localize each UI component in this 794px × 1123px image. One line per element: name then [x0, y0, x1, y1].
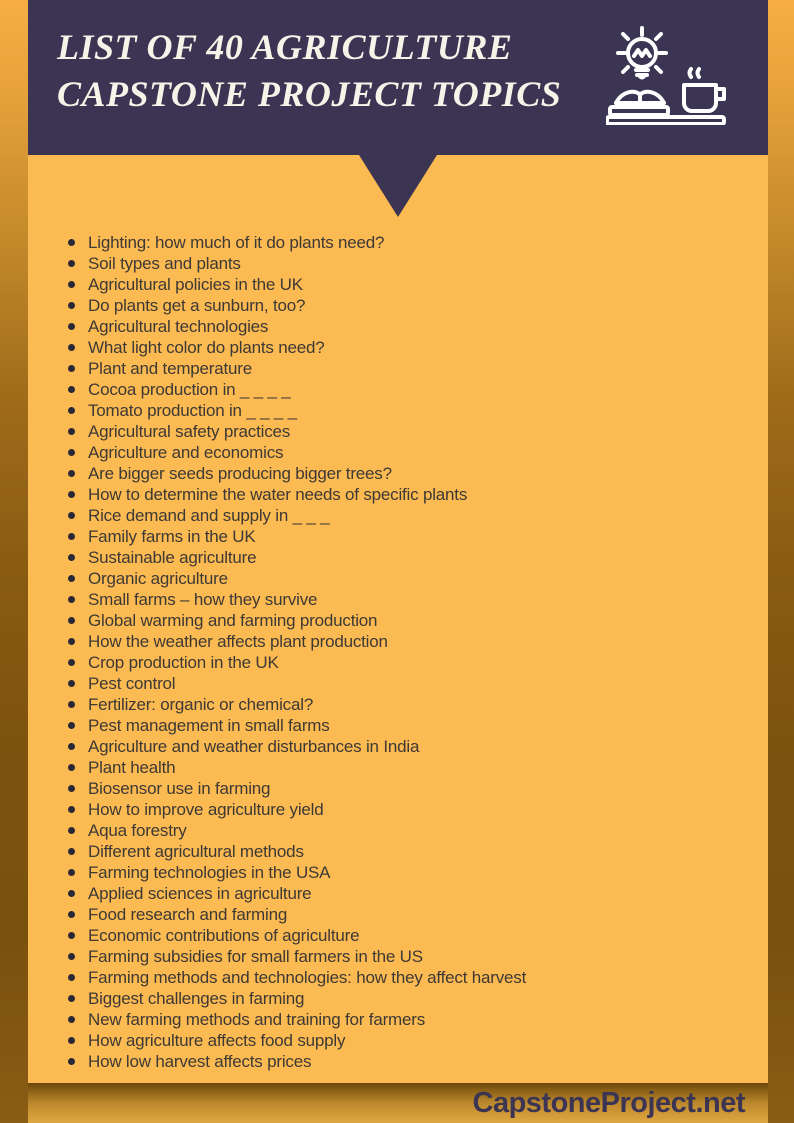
list-item: Rice demand and supply in _ _ _	[68, 505, 768, 526]
list-item: Small farms – how they survive	[68, 589, 768, 610]
list-item: How the weather affects plant production	[68, 631, 768, 652]
list-item: Crop production in the UK	[68, 652, 768, 673]
list-item: Pest control	[68, 673, 768, 694]
list-item: New farming methods and training for farmers	[68, 1009, 768, 1030]
list-item: Agriculture and economics	[68, 442, 768, 463]
list-item: Economic contributions of agriculture	[68, 925, 768, 946]
list-item: How to improve agriculture yield	[68, 799, 768, 820]
list-item: Fertilizer: organic or chemical?	[68, 694, 768, 715]
list-item: Farming technologies in the USA	[68, 862, 768, 883]
header-banner	[28, 0, 768, 155]
footer-band	[28, 1083, 768, 1123]
page-title-line1: LIST OF 40 AGRICULTURE	[57, 27, 513, 67]
list-item: Agricultural policies in the UK	[68, 274, 768, 295]
list-item: Global warming and farming production	[68, 610, 768, 631]
list-item: How agriculture affects food supply	[68, 1030, 768, 1051]
list-item: Food research and farming	[68, 904, 768, 925]
list-item: Agriculture and weather disturbances in India	[68, 736, 768, 757]
list-item: Cocoa production in _ _ _ _	[68, 379, 768, 400]
content-panel	[28, 0, 768, 1123]
topics-section	[28, 155, 768, 1083]
brand-name: CapstoneProject.net	[472, 1086, 745, 1119]
header-pointer-triangle	[359, 155, 437, 217]
topics-list	[68, 232, 768, 1072]
list-item: Applied sciences in agriculture	[68, 883, 768, 904]
list-item: Pest management in small farms	[68, 715, 768, 736]
list-item: Plant and temperature	[68, 358, 768, 379]
list-item: Family farms in the UK	[68, 526, 768, 547]
list-item: Organic agriculture	[68, 568, 768, 589]
list-item: Soil types and plants	[68, 253, 768, 274]
list-item: Aqua forestry	[68, 820, 768, 841]
list-item: Are bigger seeds producing bigger trees?	[68, 463, 768, 484]
list-item: Plant health	[68, 757, 768, 778]
page-title	[57, 24, 561, 118]
list-item: Agricultural safety practices	[68, 421, 768, 442]
list-item: Do plants get a sunburn, too?	[68, 295, 768, 316]
list-item: What light color do plants need?	[68, 337, 768, 358]
list-item: Agricultural technologies	[68, 316, 768, 337]
list-item: Different agricultural methods	[68, 841, 768, 862]
idea-lightbulb-books-coffee-icon	[606, 25, 726, 125]
list-item: How low harvest affects prices	[68, 1051, 768, 1072]
list-item: Farming methods and technologies: how they affect harvest	[68, 967, 768, 988]
list-item: Sustainable agriculture	[68, 547, 768, 568]
list-item: Lighting: how much of it do plants need?	[68, 232, 768, 253]
list-item: Biosensor use in farming	[68, 778, 768, 799]
list-item: Biggest challenges in farming	[68, 988, 768, 1009]
page-title-line2: CAPSTONE PROJECT TOPICS	[57, 74, 562, 114]
list-item: Tomato production in _ _ _ _	[68, 400, 768, 421]
list-item: Farming subsidies for small farmers in the US	[68, 946, 768, 967]
list-item: How to determine the water needs of specific plants	[68, 484, 768, 505]
